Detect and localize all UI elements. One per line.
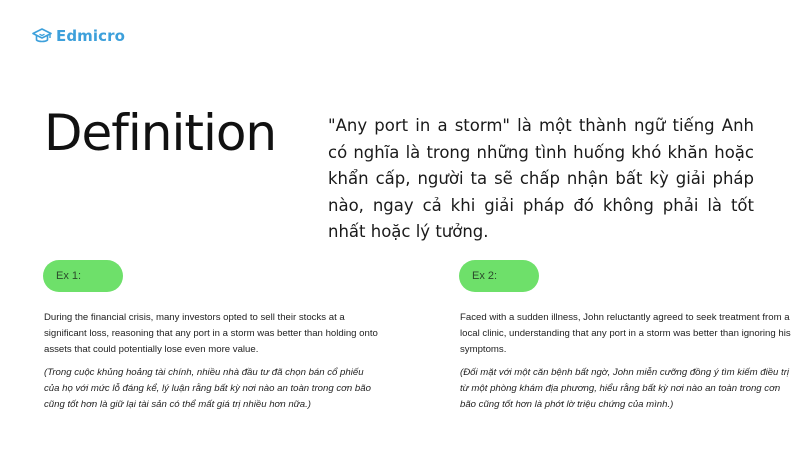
- example-2: [460, 310, 792, 413]
- example-1-badge: Ex 1:: [43, 260, 123, 292]
- brand-logo: [32, 27, 125, 45]
- graduation-cap-icon: [32, 27, 52, 45]
- example-1: [44, 310, 378, 413]
- example-1-vietnamese: (Trong cuộc khủng hoảng tài chính, nhiều nhà đầu tư đã chọn bán cổ phiếu của họ với mức lỗ đáng kể, lý luận rằng bất kỳ nơi nào an toàn trong cơn bão cũng tốt hơn là giữ lại tài sản có thể mất giá trị nhiều hơn nữa.): [44, 367, 371, 410]
- example-1-english: During the financial crisis, many investors opted to sell their stocks at a significant loss, reasoning that any port in a storm was better than holding onto assets that could potentially lose even more value.: [44, 312, 378, 355]
- brand-name: Edmicro: [56, 27, 126, 45]
- example-2-vietnamese: (Đối mặt với một căn bệnh bất ngờ, John miễn cưỡng đồng ý tìm kiếm điều trị từ một phòng khám địa phương, hiểu rằng bất kỳ nơi nào an toàn trong cơn bão cũng tốt hơn là phớt lờ triệu chứng của mình.): [460, 367, 790, 410]
- page-title: Definition: [44, 104, 277, 162]
- example-2-badge: Ex 2:: [459, 260, 539, 292]
- definition-text: "Any port in a storm" là một thành ngữ tiếng Anh có nghĩa là trong những tình huống khó khăn hoặc khẩn cấp, người ta sẽ chấp nhận bất kỳ giải pháp nào, ngay cả khi giải pháp đó không phải là tốt nhất hoặc lý tưởng.: [328, 116, 754, 241]
- example-2-english: Faced with a sudden illness, John reluctantly agreed to seek treatment from a local clinic, understanding that any port in a storm was better than ignoring his symptoms.: [460, 312, 791, 355]
